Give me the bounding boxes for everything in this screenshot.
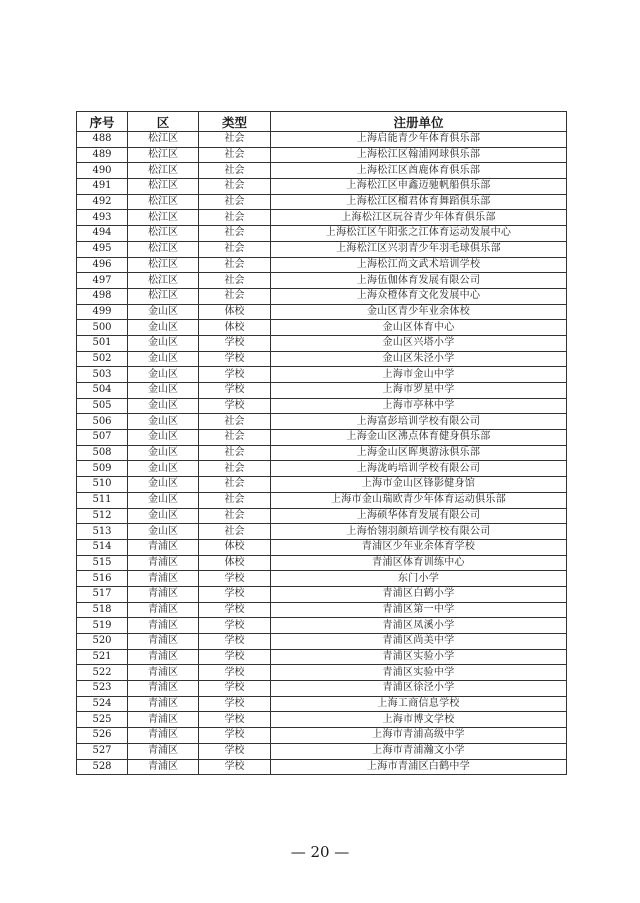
- cell-serial-number: 499: [77, 304, 128, 320]
- cell-registered-unit: 上海硕华体育发展有限公司: [271, 508, 567, 524]
- cell-serial-number: 489: [77, 147, 128, 163]
- cell-type: 社会: [199, 194, 271, 210]
- cell-registered-unit: 上海松江区翰浦网球俱乐部: [271, 147, 567, 163]
- cell-district: 青浦区: [128, 649, 199, 665]
- cell-type: 学校: [199, 618, 271, 634]
- table-row: [77, 634, 567, 650]
- table-row: [77, 226, 567, 242]
- cell-serial-number: 525: [77, 712, 128, 728]
- table-row: [77, 351, 567, 367]
- cell-type: 社会: [199, 163, 271, 179]
- cell-registered-unit: 上海市博文学校: [271, 712, 567, 728]
- table-row: [77, 492, 567, 508]
- cell-registered-unit: 青浦区少年业余体育学校: [271, 539, 567, 555]
- cell-registered-unit: 上海松江区兴羽青少年羽毛球俱乐部: [271, 241, 567, 257]
- table-row: [77, 288, 567, 304]
- cell-district: 青浦区: [128, 555, 199, 571]
- cell-type: 社会: [199, 226, 271, 242]
- cell-district: 青浦区: [128, 602, 199, 618]
- cell-registered-unit: 上海松江区申鑫迈驰帆船俱乐部: [271, 179, 567, 195]
- cell-type: 体校: [199, 304, 271, 320]
- cell-district: 青浦区: [128, 743, 199, 759]
- cell-serial-number: 519: [77, 618, 128, 634]
- cell-type: 学校: [199, 649, 271, 665]
- table-row: [77, 320, 567, 336]
- table-row: [77, 539, 567, 555]
- cell-district: 金山区: [128, 351, 199, 367]
- cell-district: 青浦区: [128, 728, 199, 744]
- table-row: [77, 147, 567, 163]
- header-serial-number: 序号: [77, 112, 128, 132]
- cell-type: 社会: [199, 288, 271, 304]
- table-row: [77, 179, 567, 195]
- cell-type: 社会: [199, 461, 271, 477]
- table-row: [77, 712, 567, 728]
- cell-type: 学校: [199, 586, 271, 602]
- table-row: [77, 304, 567, 320]
- cell-serial-number: 500: [77, 320, 128, 336]
- cell-district: 青浦区: [128, 634, 199, 650]
- page-number: — 20 —: [290, 843, 350, 861]
- cell-registered-unit: 青浦区凤溪小学: [271, 618, 567, 634]
- cell-serial-number: 502: [77, 351, 128, 367]
- cell-registered-unit: 上海市金山区锋影健身馆: [271, 477, 567, 493]
- cell-serial-number: 523: [77, 681, 128, 697]
- cell-serial-number: 524: [77, 696, 128, 712]
- cell-type: 学校: [199, 351, 271, 367]
- cell-serial-number: 514: [77, 539, 128, 555]
- cell-district: 金山区: [128, 430, 199, 446]
- cell-district: 松江区: [128, 257, 199, 273]
- cell-serial-number: 497: [77, 273, 128, 289]
- header-district: 区: [128, 112, 199, 132]
- cell-type: 体校: [199, 320, 271, 336]
- table-row: [77, 728, 567, 744]
- cell-district: 青浦区: [128, 696, 199, 712]
- table-body: [77, 132, 567, 775]
- cell-type: 社会: [199, 273, 271, 289]
- cell-district: 松江区: [128, 194, 199, 210]
- cell-registered-unit: 青浦区白鹤小学: [271, 586, 567, 602]
- cell-serial-number: 512: [77, 508, 128, 524]
- cell-serial-number: 505: [77, 398, 128, 414]
- cell-serial-number: 496: [77, 257, 128, 273]
- cell-type: 社会: [199, 445, 271, 461]
- cell-registered-unit: 上海市亭林中学: [271, 398, 567, 414]
- cell-district: 青浦区: [128, 759, 199, 775]
- cell-serial-number: 511: [77, 492, 128, 508]
- cell-type: 学校: [199, 602, 271, 618]
- cell-type: 社会: [199, 477, 271, 493]
- cell-serial-number: 498: [77, 288, 128, 304]
- cell-type: 学校: [199, 665, 271, 681]
- cell-district: 松江区: [128, 241, 199, 257]
- cell-registered-unit: 上海市青浦瀚文小学: [271, 743, 567, 759]
- cell-registered-unit: 上海泷屿培训学校有限公司: [271, 461, 567, 477]
- cell-serial-number: 490: [77, 163, 128, 179]
- table-row: [77, 602, 567, 618]
- cell-registered-unit: 上海怡翎羽颜培训学校有限公司: [271, 524, 567, 540]
- cell-district: 松江区: [128, 147, 199, 163]
- cell-registered-unit: 上海市青浦区白鹤中学: [271, 759, 567, 775]
- cell-registered-unit: 东门小学: [271, 571, 567, 587]
- cell-serial-number: 527: [77, 743, 128, 759]
- cell-serial-number: 503: [77, 367, 128, 383]
- cell-type: 社会: [199, 257, 271, 273]
- cell-district: 金山区: [128, 335, 199, 351]
- cell-type: 社会: [199, 414, 271, 430]
- table-row: [77, 132, 567, 148]
- table-row: [77, 743, 567, 759]
- cell-district: 青浦区: [128, 712, 199, 728]
- table-row: [77, 241, 567, 257]
- cell-type: 社会: [199, 492, 271, 508]
- cell-serial-number: 494: [77, 226, 128, 242]
- cell-type: 学校: [199, 696, 271, 712]
- cell-district: 松江区: [128, 163, 199, 179]
- cell-serial-number: 506: [77, 414, 128, 430]
- cell-type: 学校: [199, 383, 271, 399]
- table-row: [77, 571, 567, 587]
- cell-type: 社会: [199, 524, 271, 540]
- cell-district: 青浦区: [128, 618, 199, 634]
- cell-district: 松江区: [128, 273, 199, 289]
- cell-type: 社会: [199, 179, 271, 195]
- table-row: [77, 681, 567, 697]
- cell-district: 青浦区: [128, 665, 199, 681]
- cell-type: 体校: [199, 555, 271, 571]
- cell-serial-number: 515: [77, 555, 128, 571]
- table-row: [77, 273, 567, 289]
- cell-type: 学校: [199, 367, 271, 383]
- cell-registered-unit: 上海市罗星中学: [271, 383, 567, 399]
- cell-district: 金山区: [128, 524, 199, 540]
- cell-type: 体校: [199, 539, 271, 555]
- table-row: [77, 649, 567, 665]
- table-header-row: [77, 112, 567, 132]
- cell-type: 学校: [199, 571, 271, 587]
- cell-district: 金山区: [128, 383, 199, 399]
- cell-serial-number: 492: [77, 194, 128, 210]
- cell-district: 金山区: [128, 367, 199, 383]
- table-row: [77, 555, 567, 571]
- cell-type: 学校: [199, 634, 271, 650]
- cell-serial-number: 522: [77, 665, 128, 681]
- table-row: [77, 210, 567, 226]
- table-row: [77, 445, 567, 461]
- cell-serial-number: 491: [77, 179, 128, 195]
- cell-district: 松江区: [128, 132, 199, 148]
- cell-registered-unit: 金山区兴塔小学: [271, 335, 567, 351]
- cell-serial-number: 507: [77, 430, 128, 446]
- cell-district: 松江区: [128, 226, 199, 242]
- cell-type: 社会: [199, 147, 271, 163]
- header-type: 类型: [199, 112, 271, 132]
- cell-serial-number: 521: [77, 649, 128, 665]
- cell-serial-number: 495: [77, 241, 128, 257]
- cell-serial-number: 493: [77, 210, 128, 226]
- cell-serial-number: 526: [77, 728, 128, 744]
- cell-registered-unit: 上海金山区沸点体育健身俱乐部: [271, 430, 567, 446]
- table-row: [77, 335, 567, 351]
- cell-serial-number: 509: [77, 461, 128, 477]
- cell-type: 学校: [199, 759, 271, 775]
- cell-registered-unit: 上海市金山中学: [271, 367, 567, 383]
- cell-district: 金山区: [128, 414, 199, 430]
- cell-registered-unit: 上海市青浦高级中学: [271, 728, 567, 744]
- table-row: [77, 383, 567, 399]
- cell-serial-number: 504: [77, 383, 128, 399]
- cell-type: 社会: [199, 210, 271, 226]
- cell-type: 学校: [199, 743, 271, 759]
- table-row: [77, 618, 567, 634]
- cell-registered-unit: 青浦区体育训练中心: [271, 555, 567, 571]
- cell-district: 青浦区: [128, 681, 199, 697]
- cell-serial-number: 501: [77, 335, 128, 351]
- cell-registered-unit: 上海松江区玩谷青少年体育俱乐部: [271, 210, 567, 226]
- cell-serial-number: 516: [77, 571, 128, 587]
- cell-serial-number: 510: [77, 477, 128, 493]
- cell-type: 学校: [199, 398, 271, 414]
- cell-registered-unit: 青浦区实验中学: [271, 665, 567, 681]
- header-registered-unit: 注册单位: [271, 112, 567, 132]
- cell-district: 松江区: [128, 288, 199, 304]
- cell-serial-number: 508: [77, 445, 128, 461]
- cell-registered-unit: 上海伍伽体育发展有限公司: [271, 273, 567, 289]
- cell-district: 金山区: [128, 508, 199, 524]
- table-row: [77, 257, 567, 273]
- cell-district: 青浦区: [128, 539, 199, 555]
- cell-registered-unit: 上海富彭培训学校有限公司: [271, 414, 567, 430]
- cell-district: 青浦区: [128, 571, 199, 587]
- cell-type: 学校: [199, 728, 271, 744]
- cell-district: 金山区: [128, 477, 199, 493]
- cell-registered-unit: 青浦区尚美中学: [271, 634, 567, 650]
- cell-district: 金山区: [128, 320, 199, 336]
- cell-serial-number: 513: [77, 524, 128, 540]
- table-row: [77, 696, 567, 712]
- table-row: [77, 759, 567, 775]
- cell-registered-unit: 上海工商信息学校: [271, 696, 567, 712]
- table-row: [77, 586, 567, 602]
- cell-registered-unit: 青浦区徐泾小学: [271, 681, 567, 697]
- cell-registered-unit: 上海松江区酋鹿体育俱乐部: [271, 163, 567, 179]
- cell-district: 金山区: [128, 304, 199, 320]
- cell-registered-unit: 金山区青少年业余体校: [271, 304, 567, 320]
- cell-district: 金山区: [128, 445, 199, 461]
- registration-table: [76, 111, 567, 775]
- table-row: [77, 477, 567, 493]
- cell-type: 社会: [199, 241, 271, 257]
- table-row: [77, 414, 567, 430]
- cell-district: 金山区: [128, 398, 199, 414]
- cell-registered-unit: 上海市金山瑞欧青少年体育运动俱乐部: [271, 492, 567, 508]
- cell-district: 松江区: [128, 179, 199, 195]
- cell-type: 学校: [199, 712, 271, 728]
- cell-district: 松江区: [128, 210, 199, 226]
- cell-type: 社会: [199, 430, 271, 446]
- cell-registered-unit: 青浦区第一中学: [271, 602, 567, 618]
- table-row: [77, 430, 567, 446]
- table-row: [77, 461, 567, 477]
- cell-type: 学校: [199, 335, 271, 351]
- cell-serial-number: 528: [77, 759, 128, 775]
- cell-district: 金山区: [128, 492, 199, 508]
- cell-serial-number: 520: [77, 634, 128, 650]
- cell-registered-unit: 上海众橙体育文化发展中心: [271, 288, 567, 304]
- cell-district: 青浦区: [128, 586, 199, 602]
- cell-serial-number: 517: [77, 586, 128, 602]
- table-row: [77, 508, 567, 524]
- cell-district: 金山区: [128, 461, 199, 477]
- cell-registered-unit: 上海松江尚文武术培训学校: [271, 257, 567, 273]
- table-row: [77, 398, 567, 414]
- cell-type: 社会: [199, 508, 271, 524]
- cell-registered-unit: 金山区朱泾小学: [271, 351, 567, 367]
- cell-registered-unit: 上海松江区午阳张之江体育运动发展中心: [271, 226, 567, 242]
- cell-serial-number: 518: [77, 602, 128, 618]
- cell-registered-unit: 青浦区实验小学: [271, 649, 567, 665]
- table-row: [77, 524, 567, 540]
- cell-registered-unit: 上海松江区榴君体育舞蹈俱乐部: [271, 194, 567, 210]
- cell-registered-unit: 上海启能青少年体育俱乐部: [271, 132, 567, 148]
- cell-registered-unit: 金山区体育中心: [271, 320, 567, 336]
- cell-type: 社会: [199, 132, 271, 148]
- cell-serial-number: 488: [77, 132, 128, 148]
- table-row: [77, 367, 567, 383]
- table-row: [77, 194, 567, 210]
- table-row: [77, 665, 567, 681]
- cell-type: 学校: [199, 681, 271, 697]
- cell-registered-unit: 上海金山区晖奥游泳俱乐部: [271, 445, 567, 461]
- table-row: [77, 163, 567, 179]
